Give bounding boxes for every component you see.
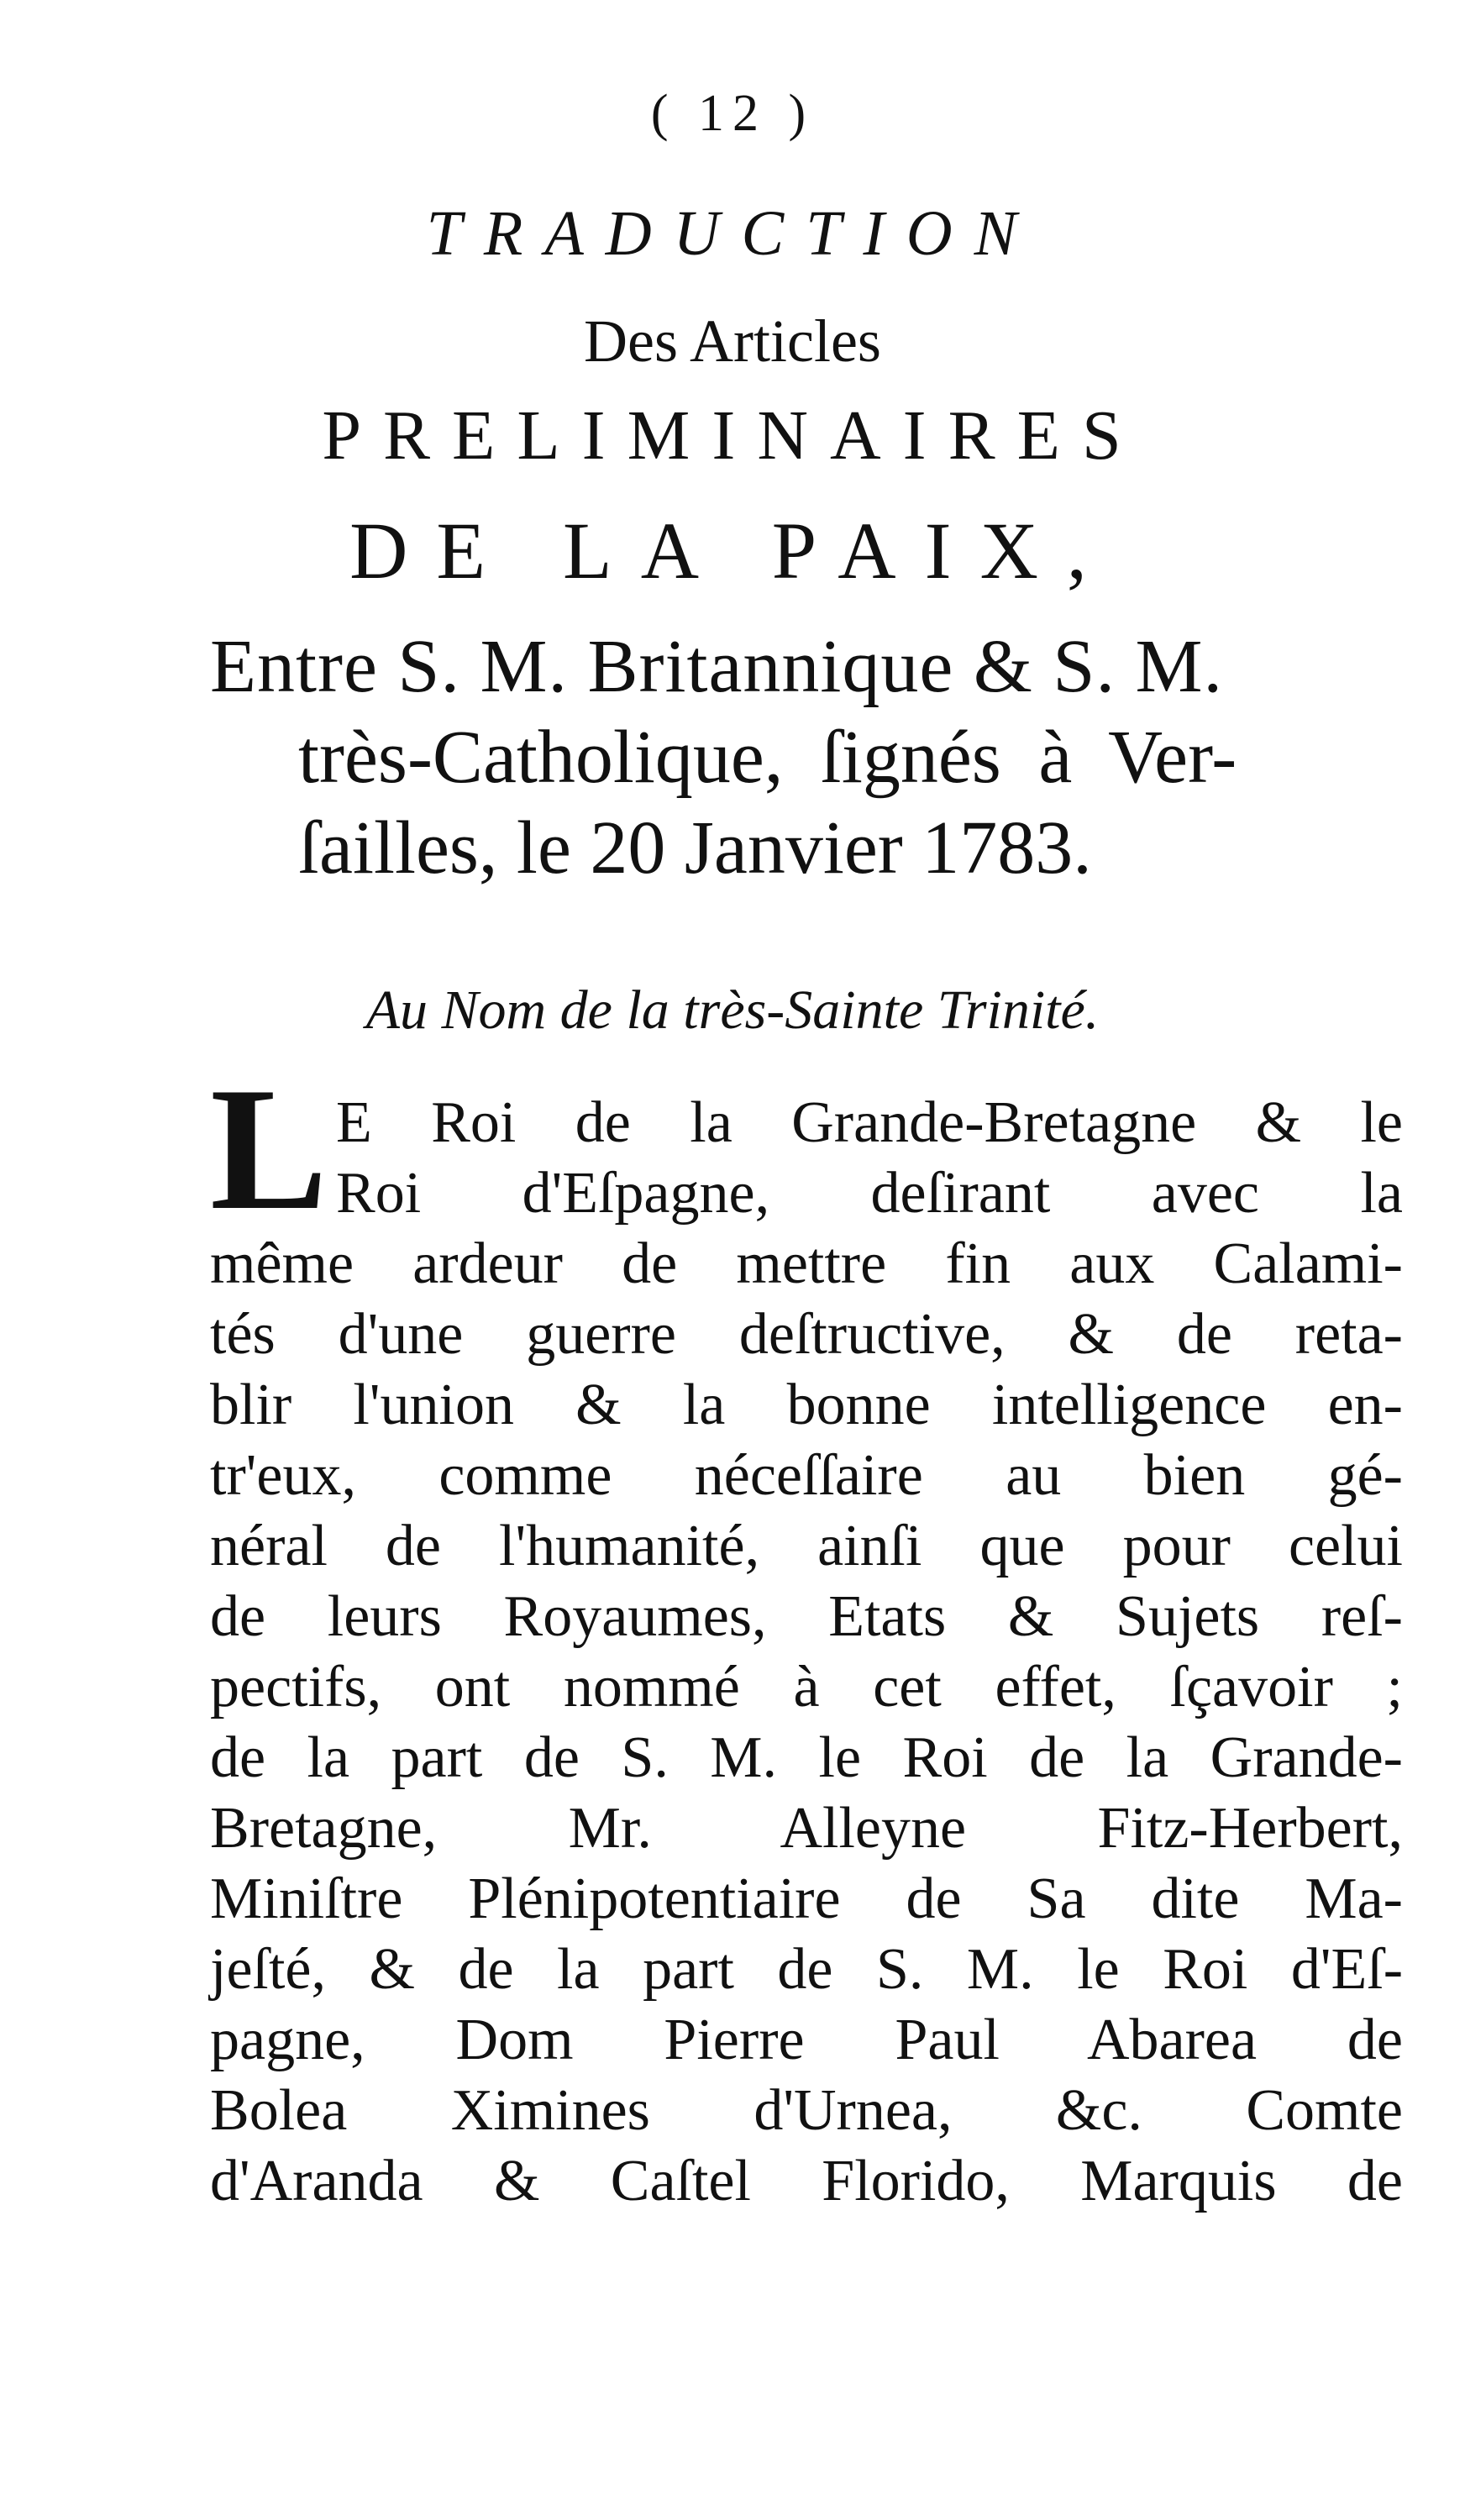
body-line: de leurs Royaumes, Etats & Sujets reſ-: [210, 1584, 1403, 1649]
subtitle-line: très-Catholique, ſignés à Ver-: [298, 716, 1237, 799]
drop-cap: L: [210, 1052, 328, 1247]
body-line: néral de l'humanité, ainſi que pour celui: [210, 1514, 1403, 1578]
body-line: pagne, Dom Pierre Paul Abarea de: [210, 2008, 1403, 2072]
heading-traduction: TRADUCTION: [426, 198, 1039, 269]
heading-preliminaires: PRELIMINAIRES: [322, 396, 1143, 475]
body-line: tr'eux, comme néceſſaire au bien gé-: [210, 1443, 1403, 1508]
heading-de-la-paix: DE LA PAIX,: [349, 506, 1116, 596]
body-line: d'Aranda & Caſtel Florido, Marquis de: [210, 2149, 1403, 2213]
body-line: tés d'une guerre deſtructive, & de reta-: [210, 1302, 1403, 1367]
body-line: Miniſtre Plénipotentiaire de Sa dite Ma-: [210, 1866, 1403, 1931]
body-line: Roi d'Eſpagne, deſirant avec la: [336, 1161, 1403, 1226]
heading-des-articles: Des Articles: [584, 307, 881, 375]
subtitle-line: Entre S. M. Britannique & S. M.: [210, 625, 1223, 708]
body-line: jeſté, & de la part de S. M. le Roi d'Eſ-: [210, 1937, 1403, 2002]
page-number: ( 12 ): [650, 85, 815, 142]
subtitle-line: ſailles, le 20 Janvier 1783.: [298, 806, 1092, 890]
body-line: pectifs, ont nommé à cet effet, ſçavoir ;: [210, 1655, 1403, 1719]
body-line: blir l'union & la bonne intelligence en-: [210, 1373, 1403, 1437]
body-line: de la part de S. M. le Roi de la Grande-: [210, 1725, 1403, 1790]
body-line: Bretagne, Mr. Alleyne Fitz-Herbert,: [210, 1796, 1403, 1861]
heading-subtitle: [210, 622, 1403, 894]
body-paragraph: [210, 1088, 1403, 2217]
invocation: Au Nom de la très-Sainte Trinité.: [365, 979, 1100, 1041]
body-line: E Roi de la Grande-Bretagne & le: [336, 1090, 1403, 1155]
body-line: même ardeur de mettre fin aux Calami-: [210, 1231, 1403, 1296]
body-line: Bolea Ximines d'Urnea, &c. Comte: [210, 2078, 1403, 2143]
